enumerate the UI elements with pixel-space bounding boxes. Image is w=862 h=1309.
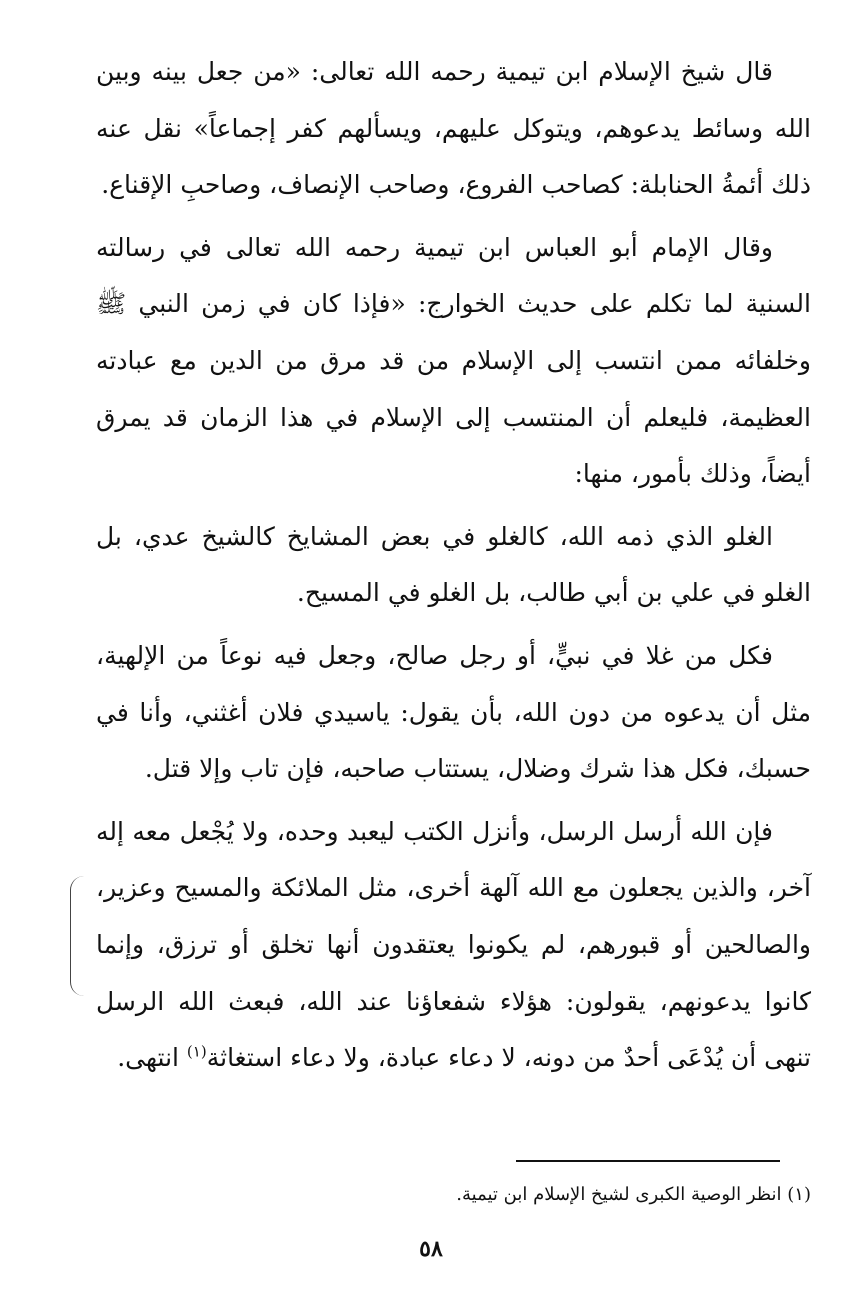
paragraph-2: وقال الإمام أبو العباس ابن تيمية رحمه الله تعالى في رسالته السنية لما تكلم على حديث الخوارج: «فإذا كان في زمن النبي ﷺ وخلفائه ممن انتسب إلى الإسلام من قد مرق من الدين مع عبادته العظيمة، فليعلم أن المنتسب إلى الإسلام في هذا الزمان قد يمرق أيضاً، وذلك بأمور، منها: <box>96 232 811 489</box>
footnote-marker: (١) <box>186 1042 207 1061</box>
main-text <box>96 44 811 1087</box>
footnote: (١) انظر الوصية الكبرى لشيخ الإسلام ابن تيمية. <box>456 1184 811 1205</box>
paragraph-4: فكل من غلا في نبيٍّ، أو رجل صالح، وجعل فيه نوعاً من الإلهية، مثل أن يدعوه من دون الله، بأن يقول: ياسيدي فلان أغثني، وأنا في حسبك، فكل هذا شرك وضلال، يستتاب صاحبه، فإن تاب وإلا قتل. <box>96 640 811 784</box>
paragraph-5 <box>96 804 811 1087</box>
paragraph-1: قال شيخ الإسلام ابن تيمية رحمه الله تعالى: «من جعل بينه وبين الله وسائط يدعوهم، ويتوكل عليهم، ويسألهم كفر إجماعاً» نقل عنه ذلك أئمةُ الحنابلة: كصاحب الفروع، وصاحب الإنصاف، وصاحبِ الإقناع. <box>96 57 811 200</box>
page-number: ٥٨ <box>419 1236 443 1262</box>
paragraph-3: الغلو الذي ذمه الله، كالغلو في بعض المشايخ كالشيخ عدي، بل الغلو في علي بن أبي طالب، بل الغلو في المسيح. <box>96 521 811 608</box>
margin-bracket-mark <box>70 876 85 996</box>
footnote-separator <box>516 1160 780 1162</box>
paragraph-5-tail: انتهى. <box>117 1043 187 1073</box>
paragraph-5-body: فإن الله أرسل الرسل، وأنزل الكتب ليعبد وحده، ولا يُجْعل معه إله آخر، والذين يجعلون مع الله آلهة أخرى، مثل الملائكة والمسيح وعزير، والصالحين أو قبورهم، لم يكونوا يعتقدون أنها تخلق أو ترزق، وإنما كانوا يدعونهم، يقولون: هؤلاء شفعاؤنا عند الله، فبعث الله الرسل تنهى أن يُدْعَى أحدٌ من دونه، لا دعاء عبادة، ولا دعاء استغاثة <box>96 816 811 1073</box>
